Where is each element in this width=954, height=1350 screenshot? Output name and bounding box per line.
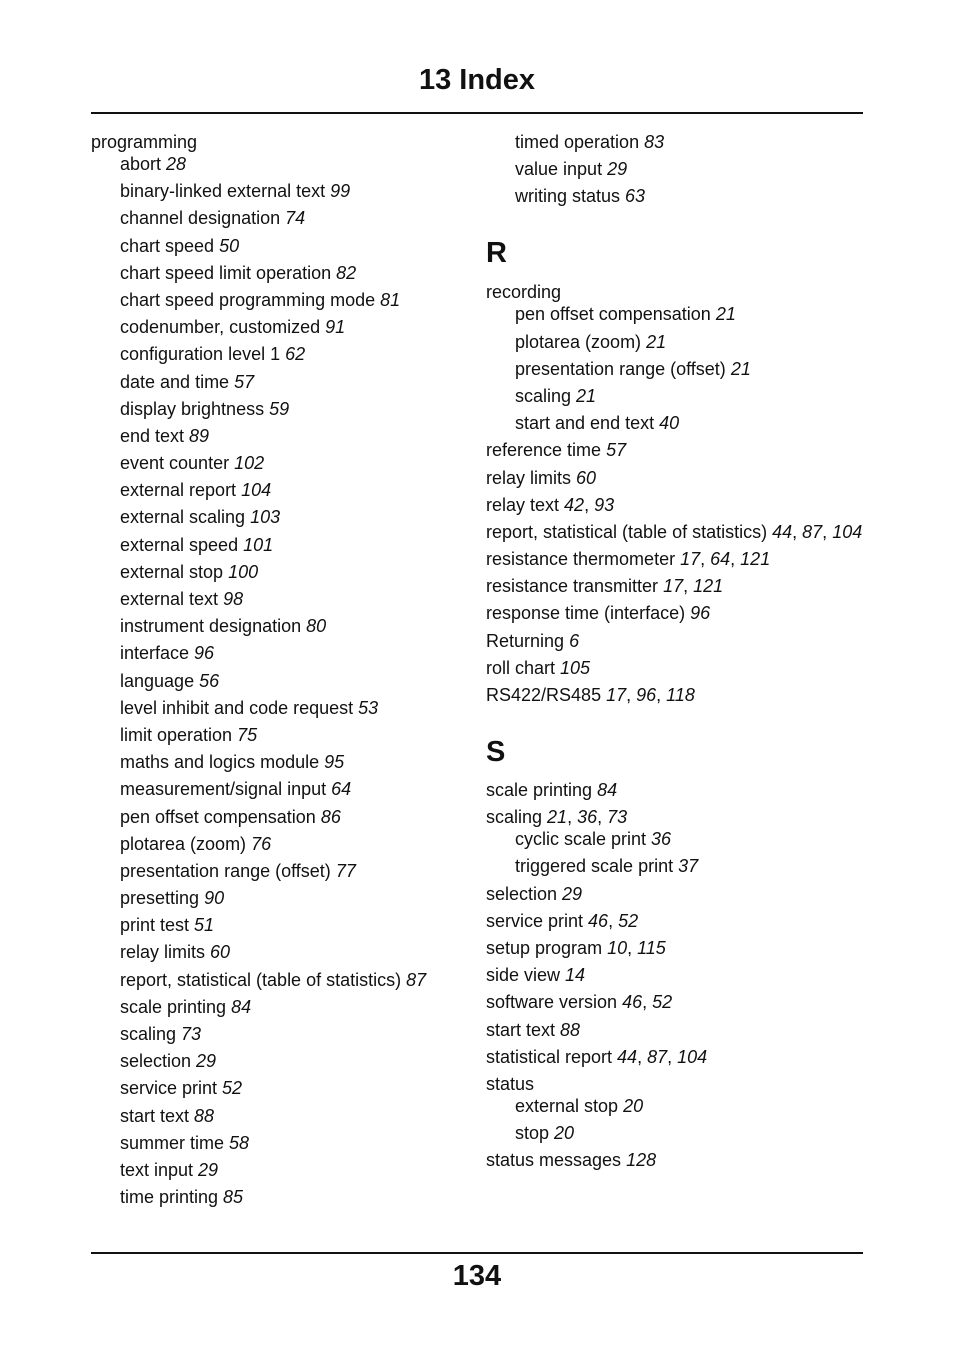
page-reference: 93 (594, 494, 615, 515)
page-reference: 46 (622, 992, 643, 1013)
page-reference: 75 (237, 724, 258, 745)
index-entry (91, 452, 471, 474)
index-entry (91, 506, 471, 528)
index-term: language (120, 670, 200, 691)
page-reference: 44 (772, 521, 793, 542)
section-letter-r: R (486, 237, 507, 270)
index-term: pen offset compensation (120, 806, 321, 827)
index-entry (91, 180, 471, 202)
index-entry (91, 289, 471, 311)
index-term: plotarea (zoom) (515, 331, 647, 352)
index-entry: statistical report 44, 87, 104 (486, 1046, 708, 1067)
page-reference: 6 (569, 630, 580, 651)
index-entry (91, 697, 471, 719)
index-term: timed operation (515, 132, 645, 152)
index-entry (91, 1105, 471, 1127)
page-reference: 103 (250, 507, 281, 528)
page-reference: 64 (710, 549, 731, 570)
index-term: chart speed (120, 235, 220, 256)
index-term: side view (486, 965, 566, 986)
index-entry (486, 1073, 866, 1095)
index-entry (91, 969, 471, 991)
index-term: status messages (486, 1150, 627, 1171)
index-term: display brightness (120, 398, 270, 419)
index-heading-programming: programming (91, 132, 198, 152)
index-entry (486, 1122, 866, 1144)
index-entry (486, 131, 866, 153)
page-reference: 73 (181, 1024, 202, 1044)
index-term: abort (120, 154, 167, 174)
page-title: 13 Index (418, 64, 536, 96)
index-term: resistance transmitter (486, 576, 664, 597)
index-term: RS422/RS485 (486, 685, 607, 705)
page-reference: 52 (222, 1078, 243, 1099)
index-term: presetting (120, 888, 205, 909)
index-term: setup program (486, 937, 608, 958)
index-entry (91, 860, 471, 882)
page-reference: 59 (269, 398, 290, 419)
index-entry (91, 262, 471, 284)
index-entry (91, 479, 471, 501)
page-reference: 60 (210, 942, 231, 963)
index-entry (486, 1149, 866, 1171)
page-reference: 121 (693, 576, 724, 597)
index-entry (91, 398, 471, 420)
page-reference: 62 (285, 344, 306, 365)
page-reference: 82 (336, 262, 357, 283)
index-entry (91, 1023, 471, 1045)
index-entry (486, 412, 866, 434)
page-reference: 80 (306, 616, 327, 637)
page-reference: 63 (625, 186, 646, 207)
index-term: service print (486, 910, 589, 931)
index-term: external stop (515, 1095, 624, 1116)
index-list-r (486, 281, 866, 706)
index-term: scaling (515, 385, 577, 406)
page-reference: 57 (234, 371, 255, 392)
index-entry (91, 751, 471, 773)
page-reference: 57 (606, 440, 627, 461)
index-term: pen offset compensation (515, 304, 716, 325)
page-reference: 104 (677, 1046, 708, 1067)
page-reference: 73 (607, 807, 628, 828)
index-entry (91, 724, 471, 746)
page-reference: 96 (636, 685, 657, 705)
page-reference: 37 (678, 856, 699, 877)
index-entry (486, 630, 866, 652)
index-term: scaling (486, 807, 548, 828)
page-reference: 21 (646, 331, 667, 352)
page-reference: 81 (380, 289, 401, 310)
page-reference: 128 (626, 1150, 657, 1171)
index-entry (91, 778, 471, 800)
footer-rule (91, 1252, 863, 1254)
index-entry (91, 1077, 471, 1099)
index-term: date and time (120, 371, 235, 392)
index-term: service print (120, 1078, 223, 1099)
page-reference: 40 (659, 413, 680, 434)
index-entry: report, statistical (table of statistics) 44, 87, 104 (486, 521, 863, 542)
page-reference: 118 (666, 685, 695, 705)
page-reference: 95 (324, 752, 345, 773)
index-term: relay limits (120, 942, 211, 963)
index-entry (91, 887, 471, 909)
index-term: selection (486, 883, 563, 904)
index-list-s (486, 779, 866, 1171)
index-term: text input (120, 1159, 199, 1180)
index-entry (486, 331, 866, 353)
index-entry (486, 158, 866, 180)
index-entry (91, 914, 471, 936)
index-entry: setup program 10, 115 (486, 937, 666, 958)
page-reference: 74 (285, 208, 306, 229)
index-term: start text (486, 1019, 561, 1040)
page-reference: 21 (730, 358, 751, 379)
page-reference: 84 (597, 780, 618, 800)
index-entry (91, 343, 471, 365)
index-term: presentation range (offset) (515, 358, 731, 379)
index-entry (91, 670, 471, 692)
page-reference: 17 (606, 685, 627, 705)
index-term: configuration level 1 (120, 344, 286, 365)
index-entry (91, 235, 471, 257)
page-reference: 51 (194, 915, 215, 936)
page-reference: 88 (560, 1019, 581, 1040)
index-entry (91, 153, 471, 175)
page-reference: 89 (189, 425, 210, 446)
index-entry (486, 185, 866, 207)
index-list-programming-continued (486, 131, 866, 207)
page-reference: 21 (576, 385, 597, 406)
page-reference: 98 (223, 589, 244, 609)
index-entry (91, 806, 471, 828)
index-term: triggered scale print (515, 856, 679, 877)
page-reference: 56 (199, 670, 220, 691)
index-term: roll chart (486, 657, 561, 678)
page-reference: 52 (652, 992, 673, 1013)
index-entry (91, 1050, 471, 1072)
index-term: external speed (120, 534, 244, 555)
index-term: relay limits (486, 467, 577, 488)
index-entry (486, 303, 866, 325)
page-reference: 101 (243, 534, 274, 555)
page-reference: 17 (680, 549, 701, 570)
page-reference: 29 (607, 159, 628, 180)
index-term: start text (120, 1105, 195, 1126)
page-reference: 17 (663, 576, 684, 597)
page-reference: 36 (577, 807, 598, 828)
index-term: end text (120, 425, 190, 446)
index-term: status (486, 1073, 535, 1094)
index-entry (486, 828, 866, 850)
index-entry (91, 615, 471, 637)
page-reference: 77 (335, 860, 356, 881)
page-reference: 60 (576, 467, 597, 488)
index-entry (91, 996, 471, 1018)
index-entry (91, 371, 471, 393)
index-entry (91, 588, 471, 610)
index-term: interface (120, 643, 195, 664)
page-reference: 99 (330, 181, 351, 202)
index-entry (91, 425, 471, 447)
index-term: software version (486, 992, 623, 1013)
index-term: external stop (120, 561, 229, 582)
page-reference: 21 (715, 304, 736, 325)
index-entry (91, 642, 471, 664)
index-entry (91, 534, 471, 556)
page-reference: 29 (198, 1159, 219, 1180)
page-reference: 96 (194, 643, 215, 664)
page-reference: 53 (358, 697, 379, 718)
page-reference: 44 (617, 1046, 638, 1067)
index-entry (486, 855, 866, 877)
page-reference: 104 (241, 480, 272, 501)
page-reference: 64 (331, 779, 352, 800)
index-entry (91, 1186, 471, 1208)
index-term: event counter (120, 453, 235, 474)
section-letter-s: S (486, 736, 506, 768)
index-entry (486, 964, 866, 986)
page-reference: 87 (802, 521, 823, 542)
page-reference: 10 (607, 937, 628, 958)
page-reference: 28 (166, 154, 187, 174)
index-entry (486, 779, 866, 801)
page-reference: 104 (832, 521, 863, 542)
index-term: resistance thermometer (486, 549, 681, 570)
page-reference: 85 (223, 1187, 244, 1208)
index-term: cyclic scale print (515, 829, 652, 850)
index-term: response time (interface) (486, 603, 691, 624)
page-reference: 29 (196, 1051, 217, 1072)
page-reference: 76 (251, 833, 272, 854)
index-entry (486, 385, 866, 407)
page-reference: 83 (644, 132, 665, 152)
index-entry (91, 941, 471, 963)
index-term: report, statistical (table of statistics) (486, 521, 773, 542)
index-entry (486, 657, 866, 679)
page-reference: 58 (229, 1132, 250, 1153)
index-term: limit operation (120, 724, 238, 745)
index-term: start and end text (515, 413, 660, 434)
page-reference: 14 (565, 965, 586, 986)
page-reference: 102 (234, 453, 265, 474)
index-term: instrument designation (120, 616, 307, 637)
index-list-programming (91, 153, 471, 1208)
index-column-left (91, 131, 471, 1213)
page-reference: 88 (194, 1105, 215, 1126)
index-term: external scaling (120, 507, 251, 528)
index-term: time printing (120, 1187, 224, 1208)
page-reference: 20 (623, 1095, 644, 1116)
index-term: binary-linked external text (120, 181, 331, 202)
index-entry (486, 1095, 866, 1117)
index-term: selection (120, 1051, 197, 1072)
index-entry (91, 207, 471, 229)
index-term: scale printing (486, 780, 598, 800)
index-entry (486, 883, 866, 905)
page-reference: 87 (647, 1046, 668, 1067)
page-reference: 50 (219, 235, 240, 256)
page-reference: 86 (320, 806, 341, 827)
index-entry: scaling 21, 36, 73 (486, 807, 628, 828)
index-entry (91, 1132, 471, 1154)
page-reference: 52 (618, 910, 639, 931)
index-entry: resistance thermometer 17, 64, 121 (486, 549, 771, 570)
index-term: measurement/signal input (120, 779, 332, 800)
index-term: scale printing (120, 996, 232, 1017)
index-entry: service print 46, 52 (486, 910, 639, 931)
index-entry (486, 358, 866, 380)
page-reference: 87 (406, 969, 427, 990)
index-entry: RS422/RS485 17, 96, 118 (486, 685, 695, 705)
index-term: relay text (486, 494, 565, 515)
page-reference: 91 (325, 317, 346, 338)
index-entry (486, 1019, 866, 1041)
index-entry (91, 1159, 471, 1181)
index-term: value input (515, 159, 608, 180)
index-entry (486, 467, 866, 489)
index-entry: software version 46, 52 (486, 992, 673, 1013)
index-term: channel designation (120, 208, 286, 229)
index-entry (486, 602, 866, 624)
index-term: level inhibit and code request (120, 697, 359, 718)
index-term: external text (120, 589, 224, 609)
index-term: presentation range (offset) (120, 860, 336, 881)
header-rule (91, 112, 863, 114)
index-term: external report (120, 480, 242, 501)
page-reference: 84 (231, 996, 252, 1017)
index-term: plotarea (zoom) (120, 833, 252, 854)
page-reference: 21 (547, 807, 568, 828)
page-reference: 121 (740, 549, 771, 570)
page-reference: 96 (690, 603, 711, 624)
page-reference: 100 (228, 561, 259, 582)
index-entry (91, 561, 471, 583)
page-number: 134 (452, 1260, 502, 1292)
index-entry (91, 316, 471, 338)
index-entry (486, 281, 866, 303)
index-term: statistical report (486, 1046, 618, 1067)
index-term: reference time (486, 440, 607, 461)
page-reference: 115 (637, 937, 666, 958)
index-term: codenumber, customized (120, 317, 326, 338)
index-term: chart speed limit operation (120, 262, 337, 283)
index-entry (91, 833, 471, 855)
index-column-right (486, 131, 866, 1176)
index-term: summer time (120, 1132, 230, 1153)
index-entry: resistance transmitter 17, 121 (486, 576, 724, 597)
index-entry (486, 439, 866, 461)
page-reference: 20 (554, 1123, 575, 1144)
index-term: writing status (515, 186, 626, 207)
index-term: report, statistical (table of statistics) (120, 969, 407, 990)
page-reference: 36 (651, 829, 672, 850)
index-term: Returning (486, 630, 570, 651)
page-reference: 29 (562, 883, 583, 904)
index-entry: relay text 42, 93 (486, 494, 615, 515)
index-term: maths and logics module (120, 752, 325, 773)
page-reference: 90 (204, 888, 225, 909)
index-term: recording (486, 282, 562, 303)
index-term: chart speed programming mode (120, 289, 381, 310)
page-reference: 42 (564, 494, 585, 515)
index-term: stop (515, 1123, 555, 1144)
page-reference: 46 (588, 910, 609, 931)
index-term: print test (120, 915, 195, 936)
index-term: scaling (120, 1024, 182, 1044)
page-reference: 105 (560, 657, 591, 678)
